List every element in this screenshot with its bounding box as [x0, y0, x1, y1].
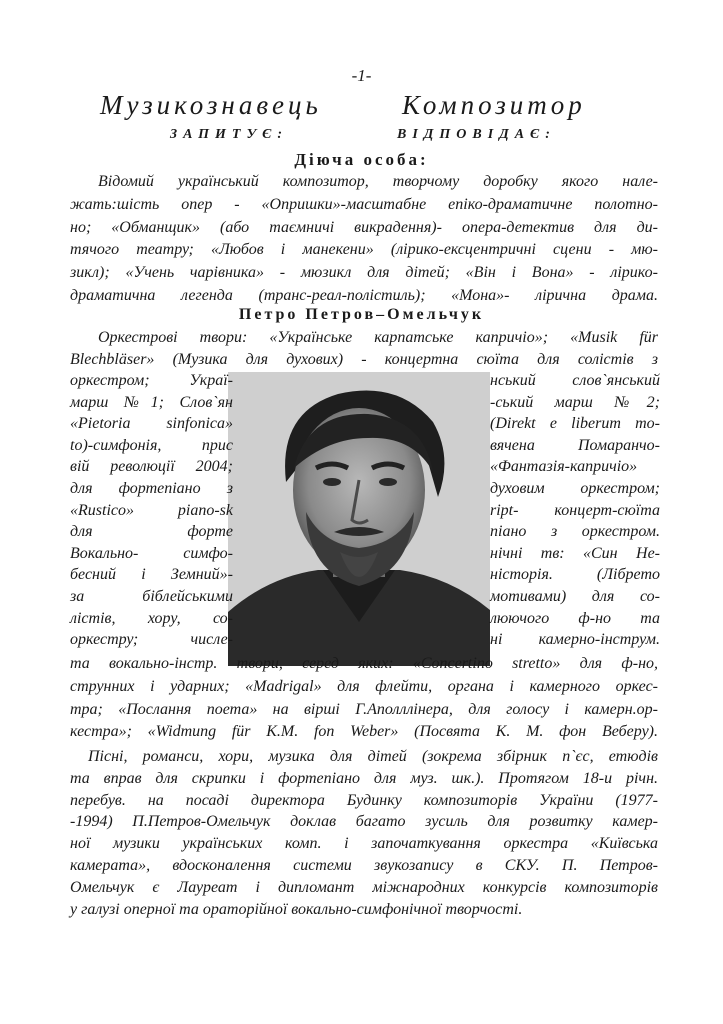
wrap-left-segment: «Rustico» piano-sk [70, 501, 233, 519]
intro-line: зикл); «Учень чарівника» - мюзикл для дітей; «Він і Вона» - лірико- [70, 264, 658, 282]
asks-label: ЗАПИТУЄ: [170, 127, 289, 142]
biography-line: камерата», вдосконалення системи звукозапису в СКУ. П. Петров- [70, 857, 658, 874]
composer-portrait [228, 372, 490, 666]
chamber-line: та вокально-інстр. твори, серед яких: «Concertino stretto» для ф-но, [70, 655, 658, 672]
musicologist-title: Музикознавець [100, 90, 322, 120]
composer-name: Петро Петров–Омельчук [238, 306, 485, 323]
chamber-line: кестра»; «Widmung für K.M. fon Weber» (Посвята К. М. фон Веберу). [70, 723, 658, 741]
intro-line: драматична легенда (транс-реал-полістиль); «Мона»- лірична драма. [70, 287, 658, 304]
wrap-left-segment: to)-симфонія, прис [70, 436, 233, 454]
wrap-right-segment: нічні тв: «Син Не- [490, 544, 660, 562]
wrap-right-segment: ript- концерт-сюїта [490, 501, 660, 519]
orchestral-line: Blechbläser» (Музика для духових) - концертна сюїта для солістів з [70, 350, 658, 368]
biography-line: та вправ для скрипки і фортепіано для муз. шк.). Протягом 18-и річн. [70, 769, 658, 787]
wrap-right-segment: вячена Помаранчо- [490, 436, 660, 454]
wrap-left-segment: оркестру; числе- [70, 631, 233, 649]
chamber-line: струнних і ударних; «Madrigal» для флейти, органа і камерного оркес- [70, 677, 658, 695]
dramatis-heading: Діюча особа: [294, 150, 429, 169]
wrap-left-segment: «Pietoria sinfonica» [70, 415, 233, 433]
answers-label: ВІДПОВІДАЄ: [397, 127, 556, 142]
wrap-right-segment: мотивами) для со- [490, 588, 660, 605]
biography-line: перебув. на посаді директора Будинку композиторів України (1977- [70, 791, 658, 809]
intro-line: но; «Обманщик» (або таємничі викрадення)- опера-детектив для ди- [70, 218, 658, 236]
biography-line: -1994) П.Петров-Омельчук доклав багато зусиль для розвитку камер- [70, 813, 658, 831]
wrap-right-segment: «Фантазія-капричіо» [490, 458, 638, 476]
wrap-left-segment: Вокально- симфо- [70, 544, 233, 562]
wrap-right-segment: піано з оркестром. [490, 523, 660, 541]
wrap-right-segment: ністорія. (Лібрето [490, 566, 660, 584]
biography-line: Омельчук є Лауреат і дипломант міжнародних конкурсів композиторів [70, 878, 658, 896]
page-number: -1- [351, 66, 372, 85]
orchestral-line: Оркестрові твори: «Українське карпатське капричіо»; «Musik für [98, 329, 658, 346]
chamber-line: тра; «Послання поета» на вірші Г.Аполллінера, для голосу і камерн.ор- [70, 700, 658, 718]
biography-line: у галузі оперної та ораторійної вокально-симфонічної творчості. [70, 900, 523, 918]
wrap-right-segment: (Direkt e liberum mo- [490, 415, 660, 433]
wrap-left-segment: марш №1; Слов`ян [70, 393, 233, 411]
wrap-right-segment: ні камерно-інструм. [490, 631, 660, 649]
wrap-right-segment: духовим оркестром; [490, 480, 660, 497]
intro-line: тячого театру; «Любов і манекени» (лірико-ексцентричні сцени - мю- [70, 241, 658, 259]
intro-line: Відомий український композитор, творчому доробку якого нале- [98, 173, 658, 190]
biography-line: Пісні, романси, хори, музика для дітей (зокрема збірник п`єс, етюдів [88, 748, 658, 765]
intro-line: жать:шість опер - «Опришки»-масштабне епіко-драматичне полотно- [70, 195, 658, 213]
wrap-right-segment: нський слов`янський [490, 372, 660, 389]
wrap-left-segment: лістів, хору, со- [70, 609, 233, 627]
composer-title: Композитор [402, 90, 586, 120]
biography-line: ної музики українських комп. і започаткування оркестра «Київська [70, 835, 658, 853]
wrap-left-segment: оркестром; Украї- [70, 372, 233, 389]
wrap-left-segment: для фортепіано з [70, 480, 233, 497]
wrap-left-segment: за біблейськими [70, 588, 233, 605]
wrap-left-segment: вій революції 2004; [70, 458, 233, 476]
wrap-left-segment: для форте [70, 523, 233, 541]
wrap-right-segment: -ський марш №2; [490, 393, 660, 411]
wrap-left-segment: бесний і Земний»- [70, 566, 233, 584]
wrap-right-segment: люючого ф-но та [490, 609, 660, 627]
